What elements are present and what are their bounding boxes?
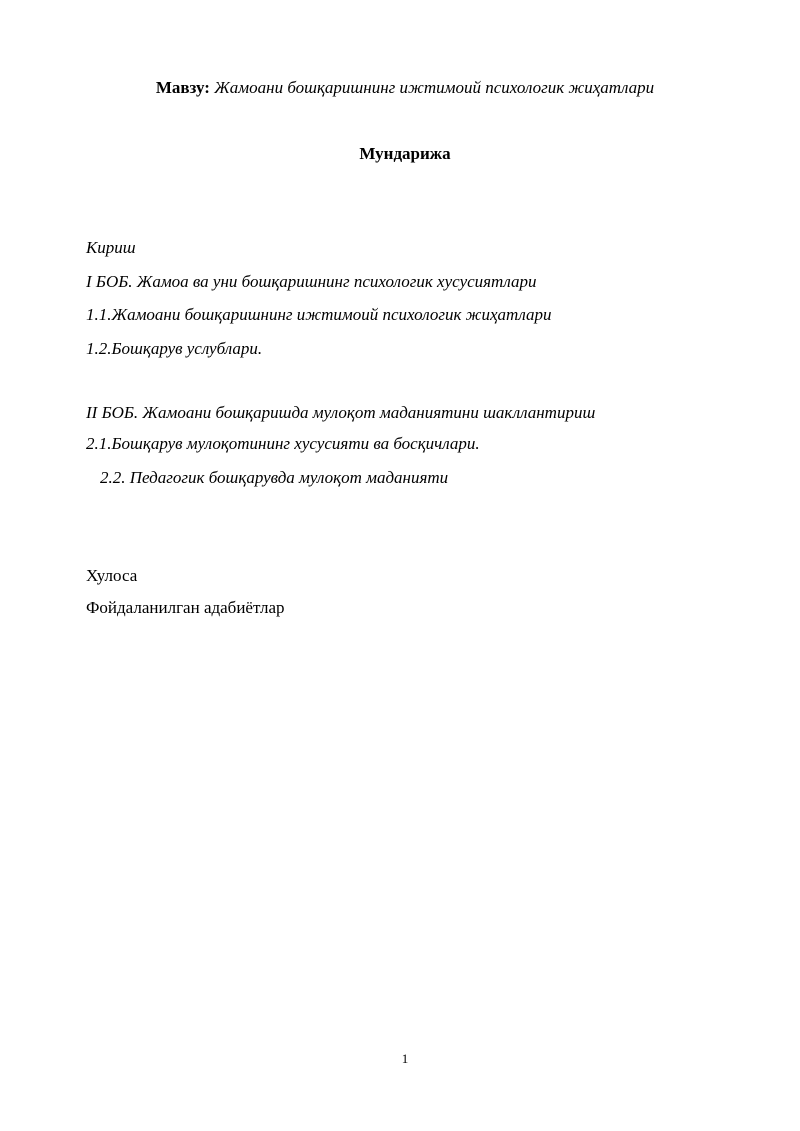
topic-title: Жамоани бошқаришнинг ижтимоий психологик жиҳатлари [214,78,655,97]
toc-section-1-1: 1.1.Жамоани бошқаришнинг ижтимоий психологик жиҳатлари [86,305,552,324]
toc-section-1-2: 1.2.Бошқарув услублари. [86,339,263,358]
topic-label: Мавзу: [155,78,210,97]
toc-introduction: Кириш [86,238,136,257]
toc-section-2-1: 2.1.Бошқарув мулоқотининг хусусияти ва босқичлари. [86,434,480,453]
toc-conclusion: Хулоса [86,566,138,585]
toc-chapter-1: I БОБ. Жамоа ва уни бошқаришнинг психологик хусусиятлари [86,272,537,291]
topic-line [0,76,800,100]
toc-section-2-2: 2.2. Педагогик бошқарувда мулоқот маданияти [100,468,449,487]
contents-heading: Мундарижа [359,144,451,163]
toc-chapter-2: II БОБ. Жамоани бошқаришда мулоқот маданиятини шакллантириш [86,403,596,422]
page-number: 1 [401,1051,409,1066]
toc-references: Фойдаланилган адабиётлар [86,598,285,617]
